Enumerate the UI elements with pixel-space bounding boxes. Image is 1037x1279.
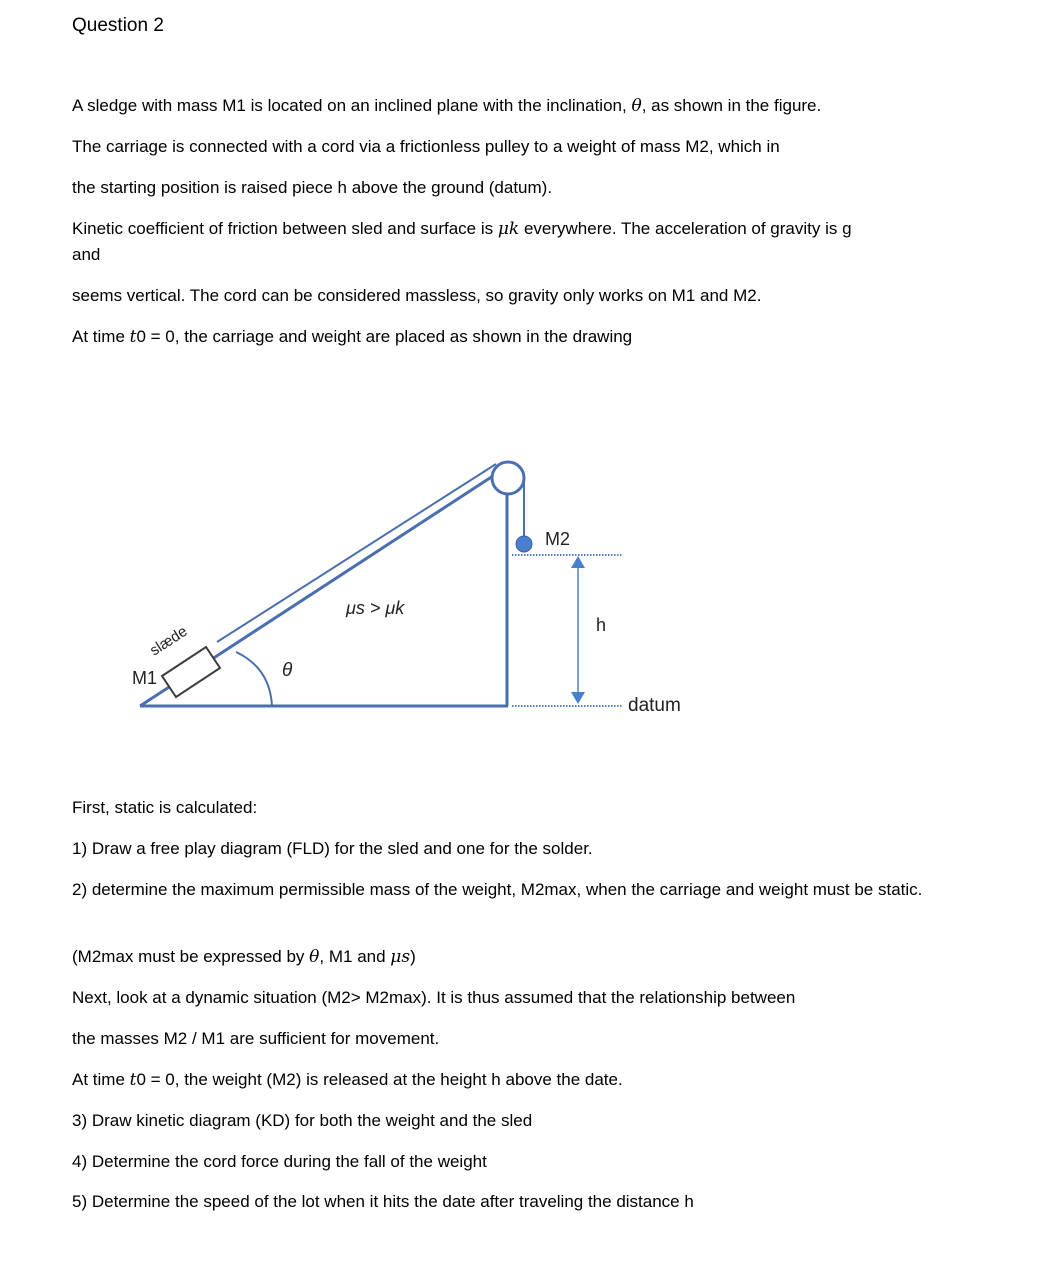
theta-symbol: θ [631,96,642,116]
task-release: At time t0 = 0, the weight (M2) is released at the height h above the date. [72,1070,623,1090]
m1-label: M1 [132,668,158,688]
datum-label: datum [628,695,681,716]
intro-line-6: At time t0 = 0, the carriage and weight are placed as shown in the drawing [72,327,633,347]
intro-line-1: A sledge with mass M1 is located on an inclined plane with the inclination, θ, as shown in the figure. [72,96,822,116]
h-arrow-head-bottom [571,692,585,704]
theta-arc [236,652,272,706]
intro-line-4: Kinetic coefficient of friction between sled and surface is μk everywhere. The acceleration of gravity is g [72,219,852,239]
task-dynamic-cont: the masses M2 / M1 are sufficient for movement. [72,1029,440,1048]
h-label: h [596,615,607,635]
task-4: 4) Determine the cord force during the fall of the weight [72,1152,487,1171]
mu-label: μs > μk [346,598,405,618]
m2-label: M2 [545,529,571,549]
task-2: 2) determine the maximum permissible mass of the weight, M2max, when the carriage and weight must be static. [72,880,923,899]
task-dynamic-intro: Next, look at a dynamic situation (M2> M2max). It is thus assumed that the relationship between [72,988,796,1007]
intro-line-4-cont: and [72,245,101,264]
intro-line-2: The carriage is connected with a cord via a frictionless pulley to a weight of mass M2, which in [72,137,780,156]
h-arrow-head-top [571,556,585,568]
mu-k-symbol: μk [497,219,520,239]
sled-block [162,647,220,697]
incline-figure [0,420,1037,840]
task-static-intro: First, static is calculated: [72,798,258,817]
m2-weight [516,536,532,552]
sled-label: slæde [146,622,191,660]
t-symbol: t [129,327,137,347]
intro-line-3: the starting position is raised piece h above the ground (datum). [72,178,553,197]
task-5: 5) Determine the speed of the lot when it hits the date after traveling the distance h [72,1192,694,1211]
task-1: 1) Draw a free play diagram (FLD) for the sled and one for the solder. [72,839,593,858]
theta-label: θ [282,660,293,681]
task-2-note: (M2max must be expressed by θ, M1 and μs) [72,947,416,967]
page-title: Question 2 [72,15,164,36]
task-3: 3) Draw kinetic diagram (KD) for both the weight and the sled [72,1111,533,1130]
intro-line-5: seems vertical. The cord can be considered massless, so gravity only works on M1 and M2. [72,286,762,305]
pulley [492,462,524,494]
